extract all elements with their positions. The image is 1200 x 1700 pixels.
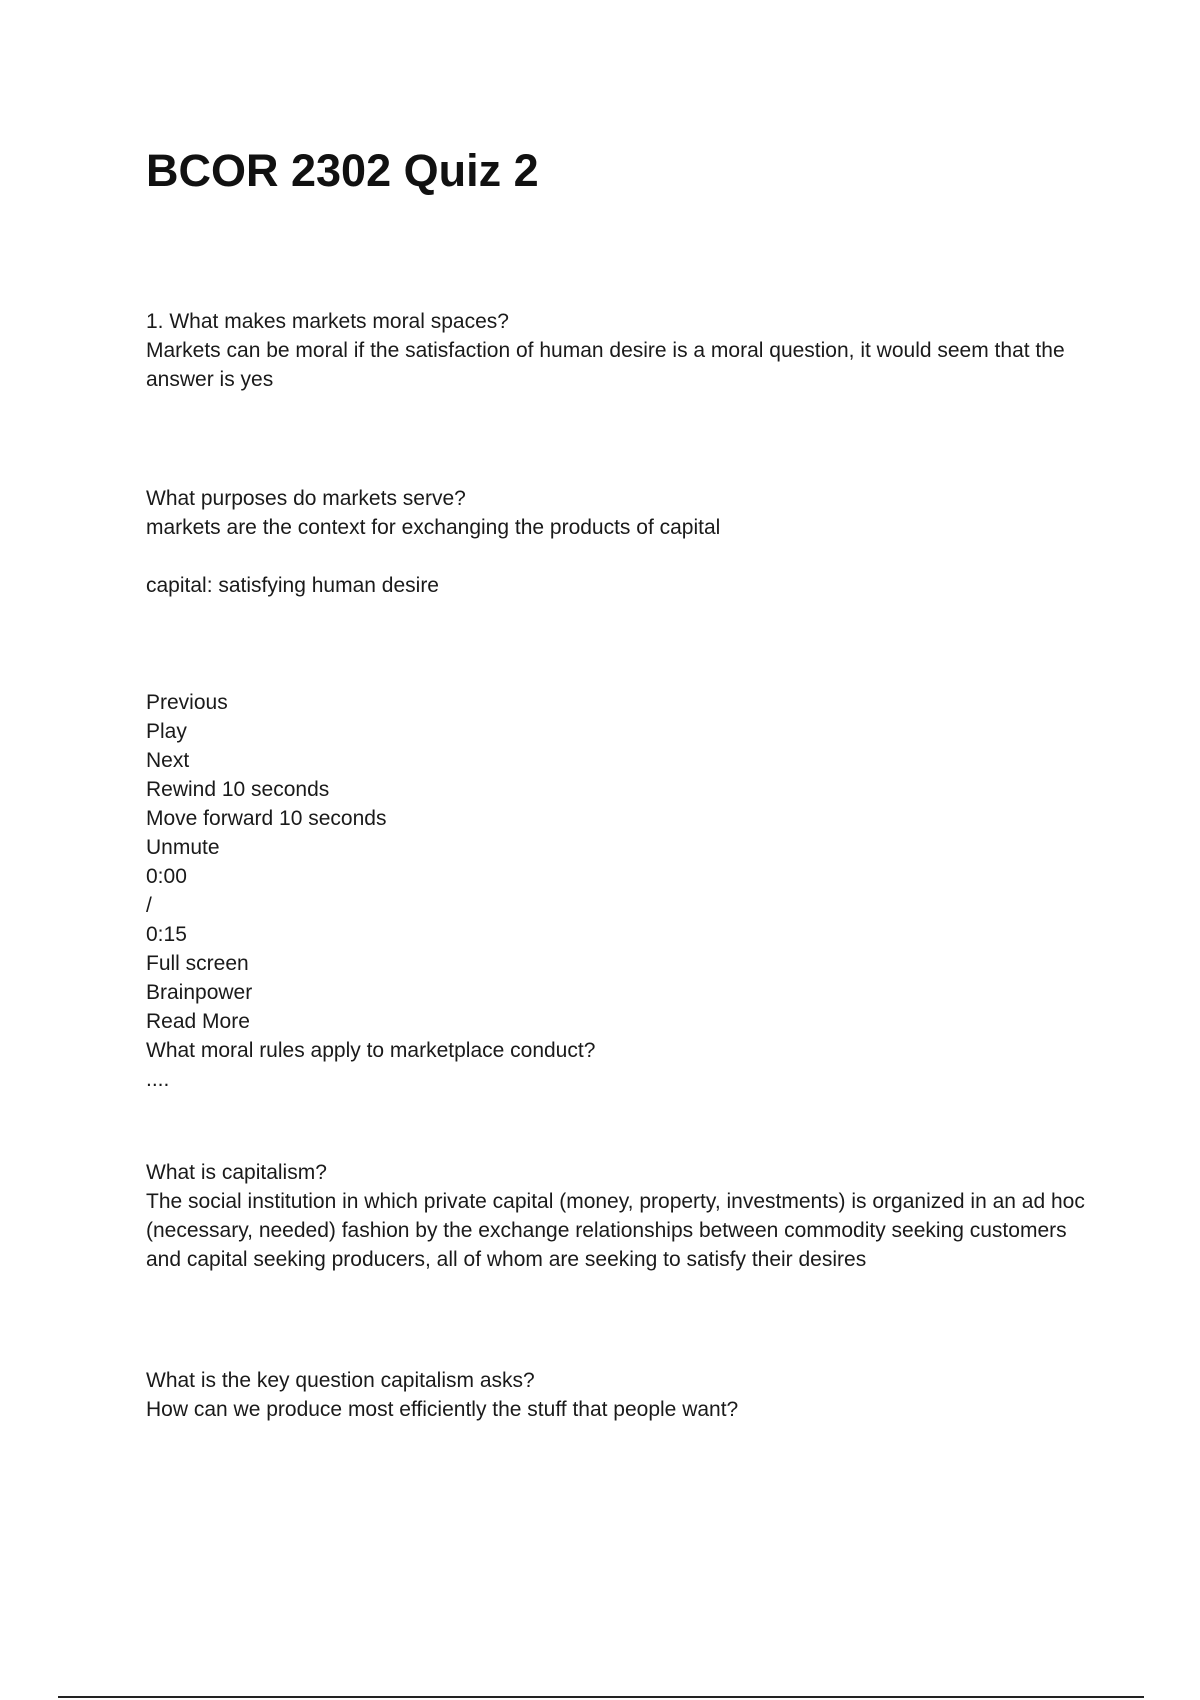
player-brand: Brainpower <box>146 981 253 1004</box>
answer-text: .... <box>146 1068 170 1091</box>
current-time: 0:00 <box>146 865 187 888</box>
question-block-2 <box>146 484 1096 600</box>
read-more-link[interactable]: Read More <box>146 1010 250 1033</box>
question-text: What purposes do markets serve? <box>146 487 466 510</box>
play-button[interactable]: Play <box>146 720 187 743</box>
question-block-1 <box>146 307 1096 394</box>
question-text: What is capitalism? <box>146 1161 327 1184</box>
answer-text: Markets can be moral if the satisfaction of human desire is a moral question, it would seem that the answer is yes <box>146 339 1065 391</box>
question-block-5 <box>146 1366 1096 1424</box>
page-title: BCOR 2302 Quiz 2 <box>146 145 539 196</box>
answer-text: How can we produce most efficiently the stuff that people want? <box>146 1398 739 1421</box>
forward-button[interactable]: Move forward 10 seconds <box>146 807 387 830</box>
time-separator: / <box>146 894 152 917</box>
fullscreen-button[interactable]: Full screen <box>146 952 249 975</box>
media-player-controls <box>146 688 1096 1094</box>
answer-note: capital: satisfying human desire <box>146 574 439 597</box>
question-text: 1. What makes markets moral spaces? <box>146 310 509 333</box>
previous-button[interactable]: Previous <box>146 691 228 714</box>
question-block-4 <box>146 1158 1096 1274</box>
footer-divider <box>58 1696 1144 1698</box>
question-text: What is the key question capitalism asks? <box>146 1369 535 1392</box>
unmute-button[interactable]: Unmute <box>146 836 220 859</box>
next-button[interactable]: Next <box>146 749 190 772</box>
duration: 0:15 <box>146 923 187 946</box>
answer-text: The social institution in which private capital (money, property, investments) is organized in an ad hoc (necessary, needed) fashion by the exchange relationships between commodity seeking customers and capital seeking producers, all of whom are seeking to satisfy their desires <box>146 1190 1085 1271</box>
answer-text: markets are the context for exchanging the products of capital <box>146 516 721 539</box>
rewind-button[interactable]: Rewind 10 seconds <box>146 778 330 801</box>
question-text: What moral rules apply to marketplace conduct? <box>146 1039 596 1062</box>
